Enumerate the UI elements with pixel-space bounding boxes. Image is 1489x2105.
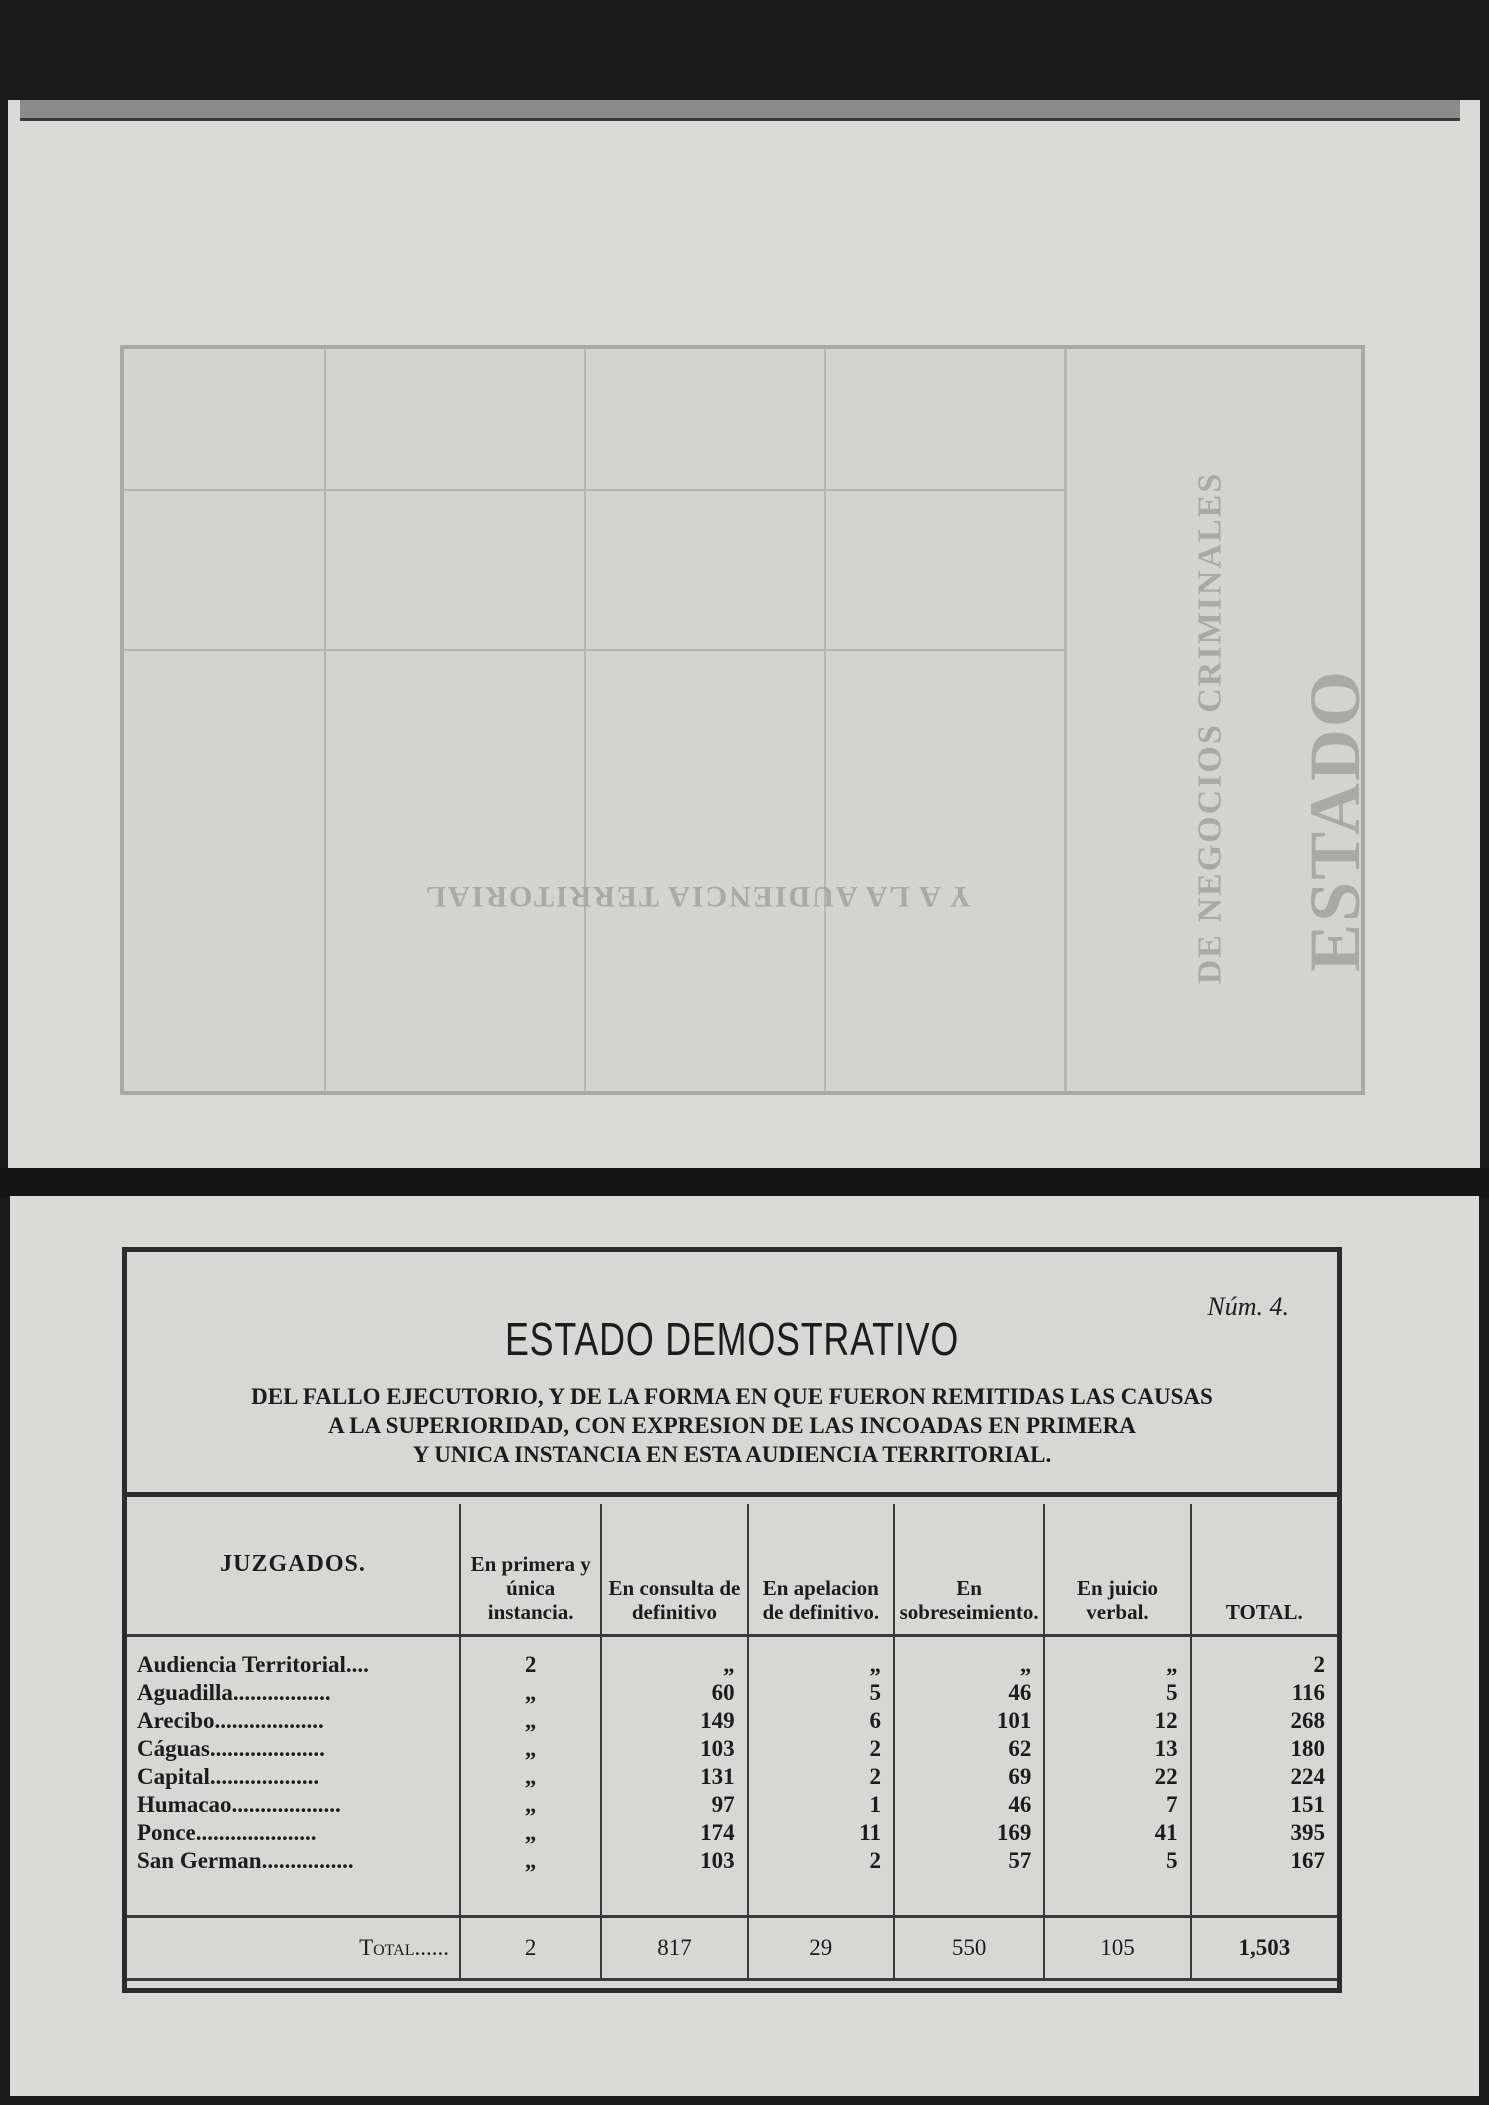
cell-sobreseimiento: 46 <box>894 1791 1044 1819</box>
total-row <box>127 1917 1337 1980</box>
cell-total: 151 <box>1191 1791 1337 1819</box>
cell-total: 224 <box>1191 1763 1337 1791</box>
cell-consulta: 174 <box>601 1819 747 1847</box>
cell-primera: „ <box>460 1679 601 1707</box>
cell-consulta: 97 <box>601 1791 747 1819</box>
cell-consulta: „ <box>601 1636 747 1680</box>
cell-juicio-verbal: 22 <box>1044 1763 1190 1791</box>
number-label: Núm. 4. <box>1207 1292 1289 1321</box>
column-header-apelacion: En apelacion de definitivo. <box>748 1504 894 1636</box>
column-header-juzgados: JUZGADOS. <box>127 1504 460 1636</box>
total-primera: 2 <box>460 1917 601 1980</box>
spacer-row <box>127 1875 1337 1917</box>
cell-primera: 2 <box>460 1636 601 1680</box>
page-fold <box>0 1168 1489 1198</box>
cell-total: 116 <box>1191 1679 1337 1707</box>
cell-sobreseimiento: 46 <box>894 1679 1044 1707</box>
cell-apelacion: 5 <box>748 1679 894 1707</box>
cell-total: 167 <box>1191 1847 1337 1875</box>
cell-juicio-verbal: 7 <box>1044 1791 1190 1819</box>
cell-primera: „ <box>460 1763 601 1791</box>
court-name: Audiencia Territorial.... <box>137 1652 369 1677</box>
cell-primera: „ <box>460 1707 601 1735</box>
bleed-line-1: DE NEGOCIOS CRIMINALES <box>1191 471 1229 985</box>
column-header-total: TOTAL. <box>1191 1504 1337 1636</box>
cell-juicio-verbal: „ <box>1044 1636 1190 1680</box>
bleed-heading: ESTADO <box>1294 669 1375 972</box>
column-header-consulta: En consulta de definitivo <box>601 1504 747 1636</box>
statistics-table-frame <box>122 1247 1342 1993</box>
page-edge <box>20 100 1460 121</box>
cell-apelacion: 2 <box>748 1735 894 1763</box>
column-header-juicio-verbal: En juicio verbal. <box>1044 1504 1190 1636</box>
court-name: Aguadilla................. <box>137 1680 331 1705</box>
table-row <box>127 1735 1337 1763</box>
cell-consulta: 103 <box>601 1847 747 1875</box>
cell-total: 180 <box>1191 1735 1337 1763</box>
subtitle-line: Y UNICA INSTANCIA EN ESTA AUDIENCIA TERRITORIAL. <box>412 1442 1052 1467</box>
cell-apelacion: 6 <box>748 1707 894 1735</box>
cell-juicio-verbal: 5 <box>1044 1847 1190 1875</box>
table-row <box>127 1763 1337 1791</box>
document-title: ESTADO DEMOSTRATIVO <box>504 1313 960 1365</box>
cell-sobreseimiento: 169 <box>894 1819 1044 1847</box>
bleed-line-2: Y A LA AUDIENCIA TERRITORIAL <box>424 880 972 913</box>
court-name: Humacao................... <box>137 1792 341 1817</box>
cell-primera: „ <box>460 1735 601 1763</box>
column-header-primera-instancia: En primera y única instancia. <box>460 1504 601 1636</box>
cell-consulta: 149 <box>601 1707 747 1735</box>
cell-consulta: 103 <box>601 1735 747 1763</box>
total-sobreseimiento: 550 <box>894 1917 1044 1980</box>
cell-consulta: 131 <box>601 1763 747 1791</box>
subtitle-line: A LA SUPERIORIDAD, CON EXPRESION DE LAS INCOADAS EN PRIMERA <box>328 1413 1136 1438</box>
cell-sobreseimiento: „ <box>894 1636 1044 1680</box>
table-row <box>127 1819 1337 1847</box>
cell-sobreseimiento: 101 <box>894 1707 1044 1735</box>
court-name: Arecibo................... <box>137 1708 324 1733</box>
cell-juicio-verbal: 13 <box>1044 1735 1190 1763</box>
cell-sobreseimiento: 62 <box>894 1735 1044 1763</box>
total-consulta: 817 <box>601 1917 747 1980</box>
cell-apelacion: 11 <box>748 1819 894 1847</box>
cell-consulta: 60 <box>601 1679 747 1707</box>
cell-primera: „ <box>460 1819 601 1847</box>
bleed-through-table <box>120 345 1375 1095</box>
court-name: Capital................... <box>137 1764 320 1789</box>
table-row <box>127 1636 1337 1680</box>
cell-juicio-verbal: 41 <box>1044 1819 1190 1847</box>
court-name: San German................ <box>137 1848 354 1873</box>
cell-primera: „ <box>460 1847 601 1875</box>
total-apelacion: 29 <box>748 1917 894 1980</box>
data-table <box>127 1504 1337 1981</box>
cell-total: 2 <box>1191 1636 1337 1680</box>
table-row <box>127 1847 1337 1875</box>
total-juicio-verbal: 105 <box>1044 1917 1190 1980</box>
table-row <box>127 1679 1337 1707</box>
cell-apelacion: 2 <box>748 1847 894 1875</box>
header-rule <box>127 1492 1337 1497</box>
court-name: Cáguas.................... <box>137 1736 325 1761</box>
cell-juicio-verbal: 12 <box>1044 1707 1190 1735</box>
grand-total: 1,503 <box>1191 1917 1337 1980</box>
column-header-sobreseimiento: En sobreseimiento. <box>894 1504 1044 1636</box>
cell-sobreseimiento: 57 <box>894 1847 1044 1875</box>
cell-apelacion: 2 <box>748 1763 894 1791</box>
document-subtitle <box>133 1382 1331 1469</box>
cell-apelacion: 1 <box>748 1791 894 1819</box>
lower-page <box>10 1196 1479 2096</box>
cell-apelacion: „ <box>748 1636 894 1680</box>
court-name: Ponce..................... <box>137 1820 317 1845</box>
cell-sobreseimiento: 69 <box>894 1763 1044 1791</box>
total-label: Total...... <box>127 1917 460 1980</box>
table-row <box>127 1791 1337 1819</box>
cell-total: 395 <box>1191 1819 1337 1847</box>
table-header-row <box>127 1504 1337 1636</box>
table-row <box>127 1707 1337 1735</box>
cell-primera: „ <box>460 1791 601 1819</box>
subtitle-line: DEL FALLO EJECUTORIO, Y DE LA FORMA EN QUE FUERON REMITIDAS LAS CAUSAS <box>251 1384 1213 1409</box>
cell-juicio-verbal: 5 <box>1044 1679 1190 1707</box>
cell-total: 268 <box>1191 1707 1337 1735</box>
